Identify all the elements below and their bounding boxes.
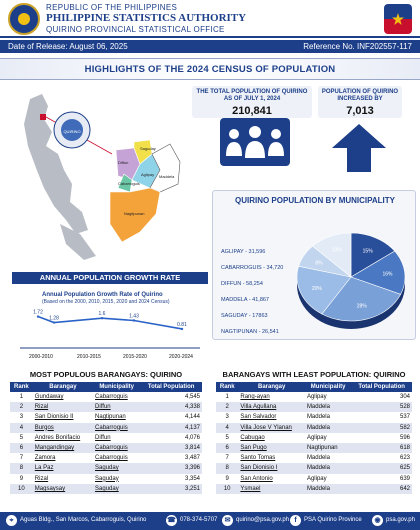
footer-facebook[interactable]: PSA Quirino Province	[304, 517, 362, 523]
col-header: Total Population	[140, 382, 202, 392]
table-cell: 3	[216, 412, 238, 422]
table-cell: 625	[351, 463, 412, 473]
table-cell: 7	[216, 453, 238, 463]
table-cell: Zamora	[33, 453, 93, 463]
population-increase-box	[318, 86, 402, 118]
pie-percent-2: 28%	[356, 303, 367, 310]
table-row	[10, 463, 202, 473]
legend-cabarroguis: CABARROGUIS - 34,720	[221, 265, 284, 271]
table-cell: Magsaysay	[33, 484, 93, 494]
growth-chart-subtitle: (Based on the 2000, 2010, 2015, 2020 and 2024 Census)	[42, 299, 170, 305]
least-population-table	[216, 382, 412, 494]
email-icon[interactable]: ✉	[222, 515, 233, 526]
growth-point-1	[53, 321, 55, 323]
table-cell: Nagtipunan	[305, 443, 351, 453]
table-cell: Diffun	[93, 402, 140, 412]
table-cell: San Salvador	[238, 412, 305, 422]
table-cell: Diffun	[93, 433, 140, 443]
table-cell: San Dionisio II	[33, 412, 93, 422]
col-header: Rank	[10, 382, 33, 392]
table-cell: Saguday	[93, 463, 140, 473]
growth-banner: ANNUAL POPULATION GROWTH RATE	[12, 272, 208, 284]
table-cell: 3,814	[140, 443, 202, 453]
table-cell: 5	[10, 433, 33, 443]
release-bar	[0, 40, 420, 53]
table-row	[10, 433, 202, 443]
quirino-map	[0, 84, 210, 272]
table-cell: Maddela	[305, 402, 351, 412]
growth-value-label-3: 1.43	[129, 313, 139, 320]
table-cell: Maddela	[305, 463, 351, 473]
psa-logo-icon	[8, 3, 40, 35]
table-cell: Rizal	[33, 474, 93, 484]
growth-series-line	[38, 317, 182, 329]
table-cell: Aglipay	[305, 392, 351, 402]
table-cell: 304	[351, 392, 412, 402]
table-cell: 5	[216, 433, 238, 443]
legend-diffun: DIFFUN - 58,254	[221, 281, 263, 287]
table-cell: 3,251	[140, 484, 202, 494]
table-cell: 4	[216, 423, 238, 433]
table-cell: San Dionisio I	[238, 463, 305, 473]
reference-number: Reference No. INF202557-117	[303, 42, 412, 51]
legend-maddela: MADDELA - 41,867	[221, 297, 269, 303]
growth-line-chart	[12, 306, 208, 364]
table-cell: 623	[351, 453, 412, 463]
table-cell: 4,338	[140, 402, 202, 412]
table-cell: 6	[216, 443, 238, 453]
growth-tick-1: 2010-2015	[77, 354, 101, 360]
municipality-pie-chart	[293, 225, 413, 335]
table-row	[216, 484, 412, 494]
least-population-section	[216, 370, 412, 494]
footer-address: Aguas Bldg., San Marcos, Cabarroguis, Quirino	[20, 517, 147, 523]
table-cell: Aglipay	[305, 474, 351, 484]
label-aglipay: Aglipay	[141, 172, 155, 177]
phone-icon: ☎	[167, 517, 176, 524]
table-cell: 3,487	[140, 453, 202, 463]
table-cell: Maddela	[305, 453, 351, 463]
table-row	[10, 402, 202, 412]
label-saguday: Saguday	[140, 146, 156, 151]
header-office: QUIRINO PROVINCIAL STATISTICAL OFFICE	[46, 25, 225, 34]
table-cell: Maddela	[305, 484, 351, 494]
table-cell: Aglipay	[305, 433, 351, 443]
growth-tick-2: 2015-2020	[123, 354, 147, 360]
table-cell: 642	[351, 484, 412, 494]
table-row	[10, 443, 202, 453]
table-cell: Cabarroguis	[93, 423, 140, 433]
table-row	[216, 474, 412, 484]
table-row	[216, 443, 412, 453]
header	[0, 0, 420, 38]
col-header: Rank	[216, 382, 238, 392]
table-cell: San Pugo	[238, 443, 305, 453]
most-populous-section	[10, 370, 202, 494]
table-row	[10, 392, 202, 402]
table-cell: Ysmael	[238, 484, 305, 494]
release-date: Date of Release: August 06, 2025	[8, 42, 128, 51]
table-cell: 6	[10, 443, 33, 453]
most-populous-title: MOST POPULOUS BARANGAYS: QUIRINO	[29, 370, 183, 379]
growth-point-4	[181, 328, 183, 330]
population-increase-value: 7,013	[346, 105, 374, 117]
table-cell: 9	[10, 474, 33, 484]
table-cell: Cabarroguis	[93, 392, 140, 402]
growth-value-label-2: 1.6	[98, 311, 106, 318]
table-row	[10, 423, 202, 433]
pie-title: QUIRINO POPULATION BY MUNICIPALITY	[234, 196, 395, 205]
growth-tick-0: 2000-2010	[29, 354, 53, 360]
pie-percent-3: 20%	[311, 285, 322, 292]
least-population-title: BARANGAYS WITH LEAST POPULATION: QUIRINO	[222, 370, 406, 379]
table-cell: 8	[216, 463, 238, 473]
footer-email[interactable]: quirino@psa.gov.ph	[236, 517, 290, 523]
table-cell: 596	[351, 433, 412, 443]
table-cell: 8	[10, 463, 33, 473]
table-cell: Santo Tomas	[238, 453, 305, 463]
table-cell: Rizal	[33, 402, 93, 412]
growth-value-label-4: 0.81	[177, 321, 187, 328]
total-population-value: 210,841	[232, 105, 272, 117]
table-row	[216, 412, 412, 422]
municipality-pie-panel	[212, 190, 416, 340]
footer-web[interactable]: psa.gov.ph	[386, 517, 415, 523]
bagong-pilipinas-logo-icon	[384, 4, 412, 34]
table-cell: Villa Jose V Ylanan	[238, 423, 305, 433]
header-agency: PHILIPPINE STATISTICS AUTHORITY	[46, 12, 247, 24]
quirino-location-marker	[40, 114, 46, 120]
table-cell: Cabarroguis	[93, 443, 140, 453]
col-header: Total Population	[351, 382, 412, 392]
growth-point-0	[37, 315, 39, 317]
pie-percent-0: 15%	[362, 248, 373, 255]
growth-chart-title: Annual Population Growth Rate of Quirino	[42, 292, 163, 298]
table-cell: 4,076	[140, 433, 202, 443]
table-cell: 3,396	[140, 463, 202, 473]
col-header: Municipality	[93, 382, 140, 392]
pie-percent-1: 16%	[382, 271, 393, 278]
table-cell: 528	[351, 402, 412, 412]
table-row	[10, 412, 202, 422]
table-cell: 1	[216, 392, 238, 402]
col-header: Barangay	[238, 382, 305, 392]
web-icon[interactable]: ◉	[372, 515, 383, 526]
col-header: Municipality	[305, 382, 351, 392]
table-cell: 3,354	[140, 474, 202, 484]
table-cell: 3	[10, 412, 33, 422]
table-row	[216, 402, 412, 412]
legend-aglipay: AGLIPAY - 31,596	[221, 249, 266, 255]
table-cell: 10	[216, 484, 238, 494]
table-cell: Maddela	[305, 423, 351, 433]
growth-value-label-1: 1.28	[49, 315, 59, 322]
table-cell: Villa Agullana	[238, 402, 305, 412]
seal-label: QUIRINO	[63, 129, 81, 134]
table-cell: 537	[351, 412, 412, 422]
table-cell: 4	[10, 423, 33, 433]
table-cell: La Paz	[33, 463, 93, 473]
table-cell: 4,144	[140, 412, 202, 422]
table-row	[216, 433, 412, 443]
table-row	[216, 463, 412, 473]
table-cell: Rang-ayan	[238, 392, 305, 402]
increase-arrow-icon	[330, 122, 388, 174]
table-cell: 2	[216, 402, 238, 412]
facebook-icon[interactable]: f	[290, 515, 301, 526]
people-icon	[220, 118, 290, 166]
table-cell: Saguday	[93, 474, 140, 484]
footer-phone: 078-374-5707	[180, 517, 218, 523]
growth-point-3	[133, 319, 135, 321]
table-cell: 10	[10, 484, 33, 494]
table-row	[216, 392, 412, 402]
header-line1: REPUBLIC OF THE PHILIPPINES	[46, 3, 178, 12]
page-title: HIGHLIGHTS OF THE 2024 CENSUS OF POPULATION	[84, 64, 336, 75]
table-cell: 4,545	[140, 392, 202, 402]
table-cell: 582	[351, 423, 412, 433]
pie-percent-4: 8%	[315, 260, 323, 267]
table-cell: 9	[216, 474, 238, 484]
table-row	[216, 423, 412, 433]
table-cell: Gundaway	[33, 392, 93, 402]
table-cell: Andres Bonifacio	[33, 433, 93, 443]
label-maddela: Maddela	[159, 174, 175, 179]
table-cell: Mangandingay	[33, 443, 93, 453]
table-cell: Cabarroguis	[93, 453, 140, 463]
table-cell: San Antonio	[238, 474, 305, 484]
total-population-box	[192, 86, 312, 118]
table-cell: Nagtipunan	[93, 412, 140, 422]
table-cell: 4,137	[140, 423, 202, 433]
growth-rate-panel	[12, 272, 208, 364]
label-diffun: Diffun	[118, 160, 129, 165]
page-title-bar	[0, 58, 420, 80]
footer	[0, 512, 420, 530]
pie-percent-5: 13%	[331, 247, 342, 254]
table-cell: Saguday	[93, 484, 140, 494]
label-nagtipunan: Nagtipunan	[124, 211, 145, 216]
table-row	[10, 484, 202, 494]
table-cell: Maddela	[305, 412, 351, 422]
growth-value-label-0: 1.72	[33, 309, 43, 316]
table-cell: Burgos	[33, 423, 93, 433]
table-cell: 618	[351, 443, 412, 453]
legend-saguday: SAGUDAY - 17863	[221, 313, 268, 319]
location-icon: ⌖	[6, 515, 17, 526]
col-header: Barangay	[33, 382, 93, 392]
growth-point-2	[101, 317, 103, 319]
legend-nagtipunan: NAGTIPUNAN - 26,541	[221, 329, 279, 335]
table-row	[216, 453, 412, 463]
most-populous-table	[10, 382, 202, 494]
table-row	[10, 453, 202, 463]
table-cell: 7	[10, 453, 33, 463]
table-cell: Cabugao	[238, 433, 305, 443]
table-cell: 639	[351, 474, 412, 484]
label-cabarroguis: Cabarroguis	[118, 181, 140, 186]
growth-tick-3: 2020-2024	[169, 354, 193, 360]
table-cell: 2	[10, 402, 33, 412]
total-population-label: THE TOTAL POPULATION OF QUIRINO AS OF JULY 1, 2024	[196, 89, 308, 102]
population-increase-label: POPULATION OF QUIRINO INCREASED BY	[321, 89, 399, 102]
table-cell: 1	[10, 392, 33, 402]
table-row	[10, 474, 202, 484]
